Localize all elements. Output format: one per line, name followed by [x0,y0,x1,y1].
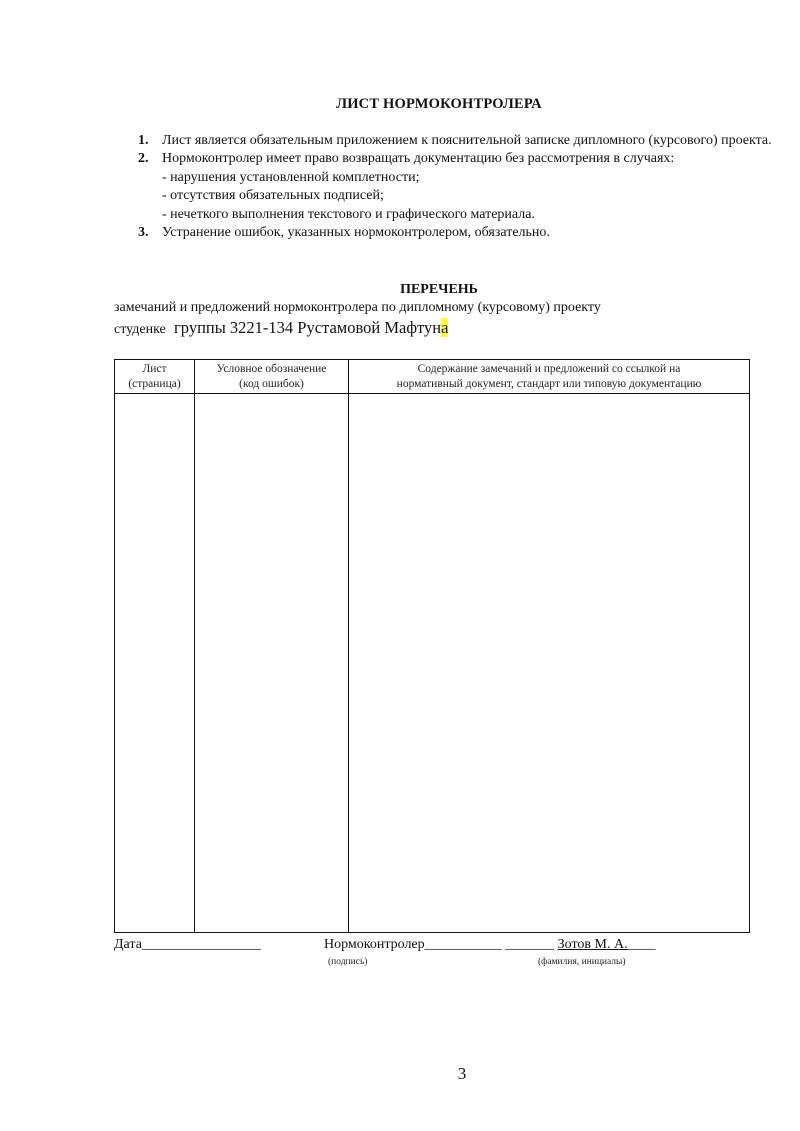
controller-name-tail: ____ [627,937,656,952]
header-text: Содержание замечаний и предложений со ссылкой на [417,363,681,375]
signature-caption: (подпись) [328,957,368,967]
rule-item-3 [138,224,778,242]
page-title: ЛИСТ НОРМОКОНТРОЛЕРА [336,96,542,112]
student-line [114,318,448,338]
rule-subitem: - нарушения установленной комплетности; [162,169,420,185]
date-field: Дата_________________ [114,937,261,952]
rule-text: Устранение ошибок, указанных нормоконтролером, обязательно. [162,225,550,241]
header-code [195,362,348,391]
rule-item-2 [138,150,778,224]
controller-signature-line [324,937,656,953]
header-sheet [115,362,194,391]
highlighted-letter: а [441,318,449,337]
rule-number: 1. [138,133,149,148]
header-text: Лист [142,363,167,375]
header-text: (код ошибок) [239,377,304,390]
header-text: Условное обозначение [216,363,327,375]
rule-number: 2. [138,151,149,167]
controller-name: Зотов М. А. [557,937,628,952]
rule-item-1 [138,132,778,150]
list-description: замечаний и предложений нормоконтролера по дипломному (курсовому) проекту [114,300,601,315]
name-caption: (фамилия, инициалы) [538,957,626,967]
list-heading: ПЕРЕЧЕНЬ [400,282,478,297]
page-number: 3 [457,1064,467,1083]
student-group-name: группы 3221-134 Рустамовой Мафтун [174,318,442,337]
rule-subitem: - отсутствия обязательных подписей; [162,188,384,204]
remarks-table [114,359,750,933]
header-text: нормативный документ, стандарт или типовую документацию [396,377,702,390]
rule-number: 3. [138,225,149,241]
rules-list [138,132,778,242]
column-divider [194,360,195,932]
student-label: студенке [114,322,166,337]
rule-subitem: - нечеткого выполнения текстового и графического материала. [162,206,535,222]
column-divider [348,360,349,932]
controller-label: Нормоконтролер___________ _______ [324,937,555,952]
header-text: (страница) [128,377,181,390]
rule-text: Нормоконтролер имеет право возвращать документацию без рассмотрения в случаях: [162,151,675,167]
rule-text: Лист является обязательным приложением к пояснительной записке дипломного (курсового) проекта. [162,133,772,148]
header-content [349,362,749,391]
header-divider [115,393,749,394]
